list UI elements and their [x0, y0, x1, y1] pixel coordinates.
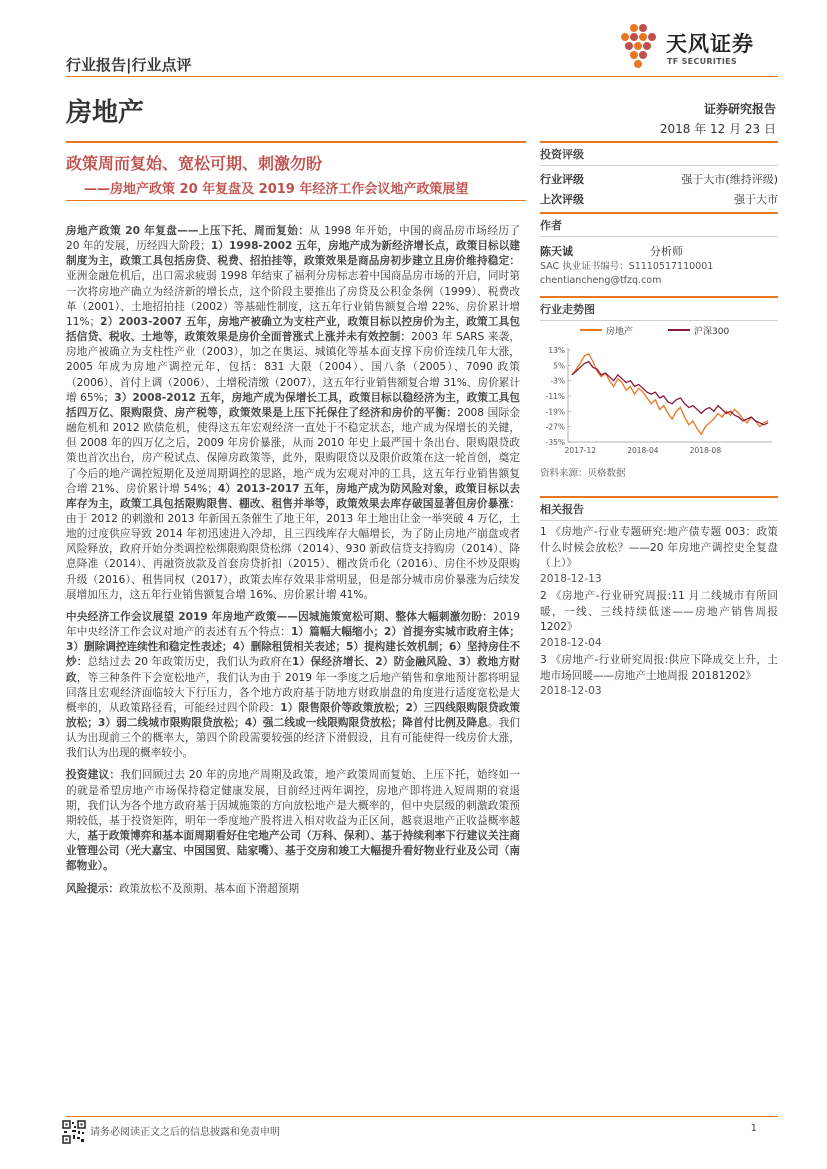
- text-run: 我们回顾过去 20 年的房地产周期及政策，地产政策周而复始、上压下托，始终如一的就是希望房地产市场保持稳定健康发展，目前经过两年调控，房地产即将进入短周期的衰退期，我们认为各个地方政府基于因城施策的方向放松地产是大概率的，但中央层级的刺激政策预期较低，基于投资矩阵，明年一季度地产股将进入相对收益为正区间，越衰退地产正收益概率越大，: [66, 769, 521, 843]
- x-tick-label: 2017-12: [564, 446, 597, 455]
- bold-text-run: 1）保经济增长、2）防金融风险、3）救地方财政: [66, 656, 520, 684]
- text-run: ，等三种条件下会宽松地产，我们认为由于 2019 年一季度之后地产销售和拿地预计都将明显回落且宏观经济面临较大下行压力，各个地方政府基于防地方财政崩盘的角度进行适度宽松是大概率的，从政策路径看，可能经过四个阶段：: [66, 671, 520, 714]
- text-run: 政策放松不及预期、基本面下滑超预期: [118, 882, 300, 895]
- related-item-date: 2018-12-13: [540, 572, 602, 585]
- industry-name: 房地产: [66, 98, 145, 128]
- bold-text-run: 4）2013-2017 五年，房地产成为防风险对象，政策目标以去库存为主，政策工具包括限购限售、棚改、租售并举等，政策效果去库存破国显著但房价暴涨：: [66, 482, 520, 510]
- bold-text-run: 2）2003-2007 五年，房地产被确立为支柱产业，政策目标以控房价为主，政策工具包括信贷、税收、土地等，政策效果是房价全面普涨式上涨并未有效控制：: [66, 315, 520, 344]
- bold-text-run: 基于政策博弈和基本面周期看好住宅地产公司（万科、保利）、基于持续利率下行建议关注商业管理公司（光大嘉宝、中国国贸、陆家嘴）、基于交房和竣工大幅提升看好物业行业及公司（南都物业）。: [66, 830, 521, 873]
- paragraph-investment: [66, 768, 520, 874]
- related-item[interactable]: [540, 525, 778, 587]
- x-tick-label: 2018-08: [689, 446, 722, 455]
- trend-section: [540, 296, 778, 321]
- bold-text-run: 房地产政策 20 年复盘——上压下托、周而复始：: [66, 225, 310, 237]
- legend-label: 沪深300: [694, 327, 730, 337]
- rating-value: 强于大市(维持评级): [681, 173, 778, 186]
- series-line: [572, 354, 768, 435]
- y-tick-label: 13%: [548, 346, 565, 355]
- trend-chart: [540, 320, 778, 460]
- report-type: 行业报告|行业点评: [66, 56, 192, 74]
- author-section: [540, 212, 778, 288]
- bold-text-run: 中央经济工作会议展望 2019 年房地产政策——因城施策宽松可期、整体大幅刺激勿盼：: [66, 610, 494, 623]
- author-rule: [540, 236, 778, 237]
- author-name: 陈天诚: [540, 245, 573, 258]
- text-run: 2008 国际金融危机和 2012 欧债危机，使得这五年宏观经济一直处于不稳定状态，地产成为保增长的关键，但 2008 年的四万亿之后，2009 年房价暴涨，从而 2010 年史上最严国十条出台、限购限贷政策也首次出台，房产税试点、保障房政策等，此外，限购限贷以及限价政策在这一轮首创，奠定了今后的地产调控短期化及逆周期调控的思路，地产成为宏观对冲的工具，这五年行业销售额复合增 21%、房价累计增 54%；: [66, 406, 520, 495]
- text-run: 从 1998 年开始，中国的商品房市场经历了 20 年的发展，历经四大阶段；: [66, 225, 520, 253]
- bold-text-run: 风险提示：: [66, 882, 119, 895]
- title-divider-bottom: [66, 200, 526, 201]
- report-title: 政策周而复始、宽松可期、刺激勿盼: [66, 154, 323, 173]
- related-item-text: 1 《房地产-行业专题研究:地产债专题 003：政策什么时候会放松？——20 年房地产调控史全复盘（上）》: [540, 526, 778, 569]
- report-date: 2018 年 12 月 23 日: [659, 122, 776, 136]
- text-run: 2003 年 SARS 来袭，房地产被确立为支柱性产业（2003），加之在奥运、城镇化等基本面支撑下房价连续几年大涨，2005 年成为房地产调控元年，包括：831 大限（2004）、国八条（2005）、7090 政策（2006）、首付上调（2006）、土增税清缴（2007），这五年行业销售额复合增 31%、房价累计增 65%；: [66, 331, 520, 404]
- text-run: 由于 2012 的刺激和 2013 年新国五条催生了地王年，2013 年土地出让金一举突破 4 万亿，土地的过度供应导致 2014 年初迅速进入冷却，且三四线库存大幅增长，为了防止房地产崩盘或者风险释放，政府开始分类调控松绑限购限贷松绑（2014）、930 新政信贷支持购房（2014）、降息降准（2014）、再融资放款及首套房贷折扣（2015）、棚改货币化（2016）、房住不炒及限购升级（2016）、租售同权（2017），政策去库存效果非常明显，但是部分城市房价暴涨为后续发展增加压力，这五年行业销售额复合增 16%、房价累计增 41%。: [66, 512, 520, 601]
- y-tick-label: -27%: [545, 422, 565, 432]
- rating-key: 上次评级: [540, 193, 584, 206]
- bold-text-run: 投资建议：: [66, 769, 121, 782]
- bold-text-run: 1）限售限价等政策放松；2）三四线限购限贷政策放松；3）弱二线城市限购限贷放松；4）强二线或一线限购限贷放松；降首付比例及降息: [66, 701, 521, 729]
- rating-row: [540, 190, 778, 210]
- footer-disclaimer: 请务必阅读正文之后的信息披露和免责申明: [90, 1127, 280, 1138]
- chart-source: 资料来源：贝格数据: [540, 468, 626, 479]
- paragraph-policy-review: [66, 224, 520, 603]
- page-number: 1: [750, 1123, 757, 1134]
- rating-section: [540, 141, 778, 210]
- author-sac: SAC 执业证书编号：S1110517110001: [540, 261, 714, 272]
- legend-label: 房地产: [606, 327, 634, 337]
- logo-text: 天风证券: [666, 32, 754, 56]
- header-divider: [66, 76, 778, 77]
- rating-row: [540, 170, 778, 190]
- text-run: 。我们认为出现前三个的概率大，第四个阶段需要较强的经济下滑假设，且有可能使得一线房价大涨，我们认为出现的概率较小。: [66, 717, 520, 760]
- x-tick-label: 2018-04: [627, 446, 659, 455]
- author-email[interactable]: chentiancheng@tfzq.com: [540, 275, 662, 286]
- related-section: [540, 496, 778, 702]
- report-label: 证券研究报告: [703, 102, 776, 116]
- related-title: 相关报告: [540, 496, 778, 517]
- text-run: 总结过去 20 年政策历史，我们认为政府在: [87, 656, 293, 669]
- main-body: [66, 224, 520, 904]
- rating-value: 强于大市: [734, 193, 778, 206]
- bold-text-run: 1）1998-2002 五年，房地产成为新经济增长点，政策目标以建制度为主，政策工具包括房贷、税费、招拍挂等，政策效果是商品房初步建立且房价维持稳定：: [66, 240, 520, 268]
- y-tick-label: 5%: [553, 361, 565, 371]
- author-line: [540, 243, 778, 259]
- report-subtitle: ——房地产政策 20 年复盘及 2019 年经济工作会议地产政策展望: [84, 182, 469, 197]
- related-item-date: 2018-12-03: [540, 685, 602, 697]
- y-tick-label: -3%: [550, 376, 565, 386]
- rating-title: 投资评级: [540, 141, 778, 162]
- related-item[interactable]: [540, 653, 778, 700]
- logo-subtext: TF SECURITIES: [667, 57, 737, 66]
- qr-code-icon: [62, 1120, 86, 1144]
- text-run: 2019 年中央经济工作会议对地产的表述有五个特点：: [66, 610, 520, 639]
- related-item-date: 2018-12-04: [540, 636, 602, 649]
- footer-divider: [66, 1116, 778, 1117]
- y-tick-label: -19%: [545, 407, 565, 417]
- y-tick-label: -35%: [545, 438, 565, 447]
- text-run: 亚洲金融危机后，出口需求疲弱 1998 年结束了福利分房标志着中国商品房市场的开启，同时第一次将房地产确立为经济新的增长点，这个阶段主要推出了房贷及公积金条例（1999）、税费改革（2001）、土地招拍挂（2002）等基础性制度，这五年行业销售额复合增 22%、房价累计增 11%；: [66, 270, 520, 328]
- trend-title: 行业走势图: [540, 296, 778, 317]
- related-item-text: 2 《房地产-行业研究周报:11 月二线城市有所回暖，一线、三线持续低迷——房地产销售周报 1202》: [540, 590, 778, 633]
- related-rule: [540, 520, 778, 521]
- related-item-text: 3 《房地产-行业研究周报:供应下降成交上升，土地市场回暖——房地产土地周报 20181202》: [540, 654, 778, 682]
- author-title: 作者: [540, 212, 778, 233]
- bold-text-run: 3）2008-2012 五年，房地产成为保增长工具，政策目标以稳经济为主，政策工具包括四万亿、限购限贷、房产税等，政策效果是上压下托保住了经济和房价的平衡：: [66, 391, 520, 419]
- author-role: 分析师: [650, 245, 683, 258]
- paragraph-risk: [66, 882, 520, 897]
- paragraph-outlook: [66, 610, 520, 762]
- rating-key: 行业评级: [540, 173, 584, 186]
- rating-rule: [540, 165, 778, 166]
- related-list: [540, 525, 778, 700]
- y-tick-label: -11%: [545, 392, 565, 401]
- related-item[interactable]: [540, 589, 778, 651]
- title-divider-top: [66, 141, 526, 143]
- bold-text-run: 1）篇幅大幅缩小；2）首提夯实城市政府主体；3）删除调控连续性和稳定性表述；4）删除租赁相关表述；5）提构建长效机制；6）坚持房住不炒：: [66, 626, 520, 669]
